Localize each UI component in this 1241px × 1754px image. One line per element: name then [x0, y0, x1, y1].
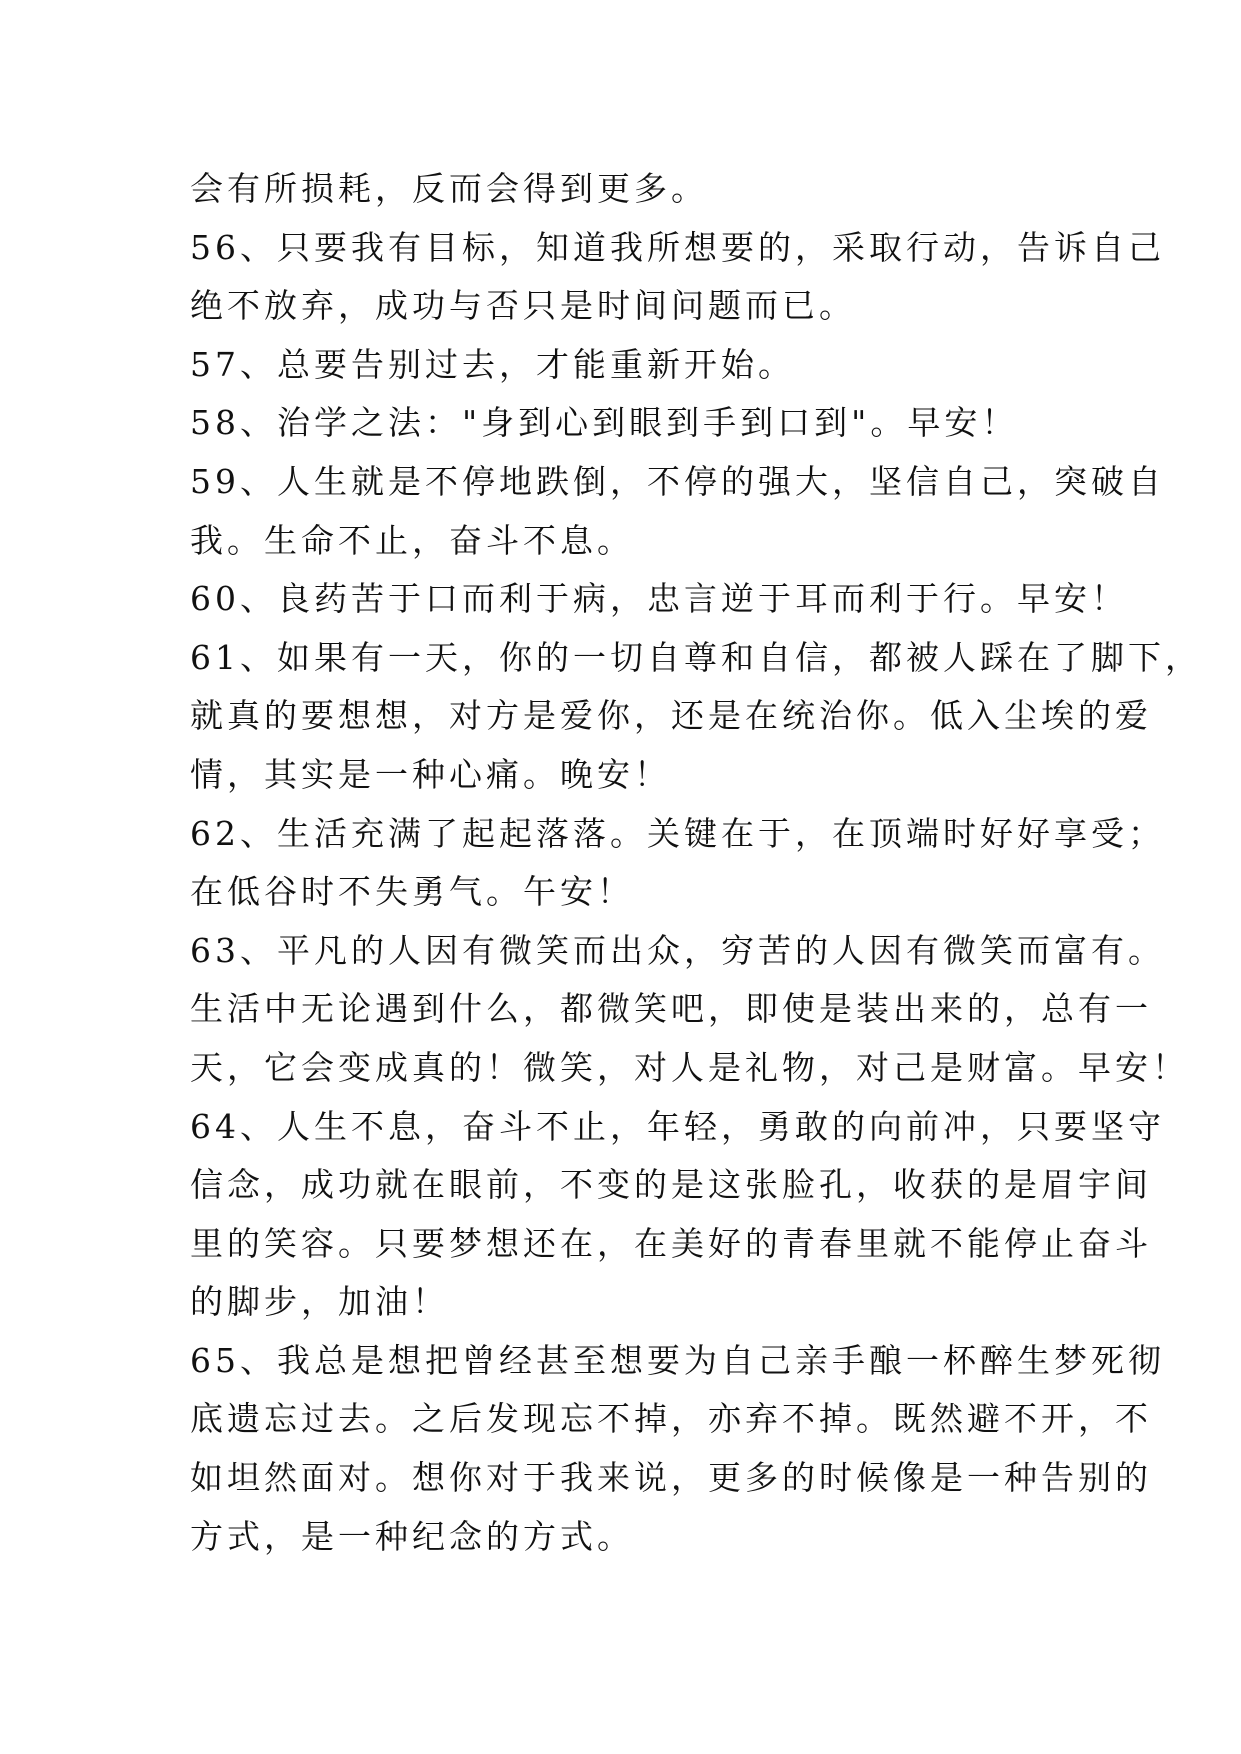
- text-line: 底遗忘过去。之后发现忘不掉，亦弃不掉。既然避不开，不: [190, 1399, 1152, 1439]
- text-line: 就真的要想想，对方是爱你，还是在统治你。低入尘埃的爱: [190, 696, 1152, 736]
- text-line: 里的笑容。只要梦想还在，在美好的青春里就不能停止奋斗: [190, 1223, 1152, 1263]
- text-line: 57、总要告别过去，才能重新开始。: [190, 344, 795, 384]
- text-line: 59、人生就是不停地跌倒，不停的强大，坚信自己，突破自: [190, 461, 1165, 501]
- text-line: 64、人生不息，奋斗不止，年轻，勇敢的向前冲，只要坚守: [190, 1106, 1165, 1146]
- text-line: 信念，成功就在眼前，不变的是这张脸孔，收获的是眉宇间: [190, 1165, 1152, 1205]
- text-line: 情，其实是一种心痛。晚安！: [190, 754, 671, 794]
- text-line: 在低谷时不失勇气。午安！: [190, 872, 634, 912]
- body-text: [190, 160, 1202, 1566]
- text-line: 我。生命不止，奋斗不息。: [190, 520, 634, 560]
- text-line: 如坦然面对。想你对于我来说，更多的时候像是一种告别的: [190, 1458, 1152, 1498]
- text-line: 天，它会变成真的！微笑，对人是礼物，对己是财富。早安！: [190, 1047, 1189, 1087]
- text-line: 63、平凡的人因有微笑而出众，穷苦的人因有微笑而富有。: [190, 930, 1165, 970]
- text-line: 65、我总是想把曾经甚至想要为自己亲手酿一杯醉生梦死彻: [190, 1340, 1165, 1380]
- text-line: 绝不放弃，成功与否只是时间问题而已。: [190, 286, 856, 326]
- text-line: 的脚步，加油！: [190, 1282, 449, 1322]
- text-line: 会有所损耗，反而会得到更多。: [190, 169, 708, 208]
- text-line: 60、良药苦于口而利于病，忠言逆于耳而利于行。早安！: [190, 579, 1128, 619]
- text-line: 62、生活充满了起起落落。关键在于，在顶端时好好享受；: [190, 813, 1165, 853]
- text-line: 58、治学之法："身到心到眼到手到口到"。早安！: [190, 403, 1019, 443]
- text-line: 56、只要我有目标，知道我所想要的，采取行动，告诉自己: [190, 227, 1165, 267]
- text-line: 61、如果有一天，你的一切自尊和自信，都被人踩在了脚下，: [190, 637, 1202, 677]
- text-line: 生活中无论遇到什么，都微笑吧，即使是装出来的，总有一: [190, 989, 1152, 1029]
- text-line: 方式，是一种纪念的方式。: [190, 1516, 634, 1556]
